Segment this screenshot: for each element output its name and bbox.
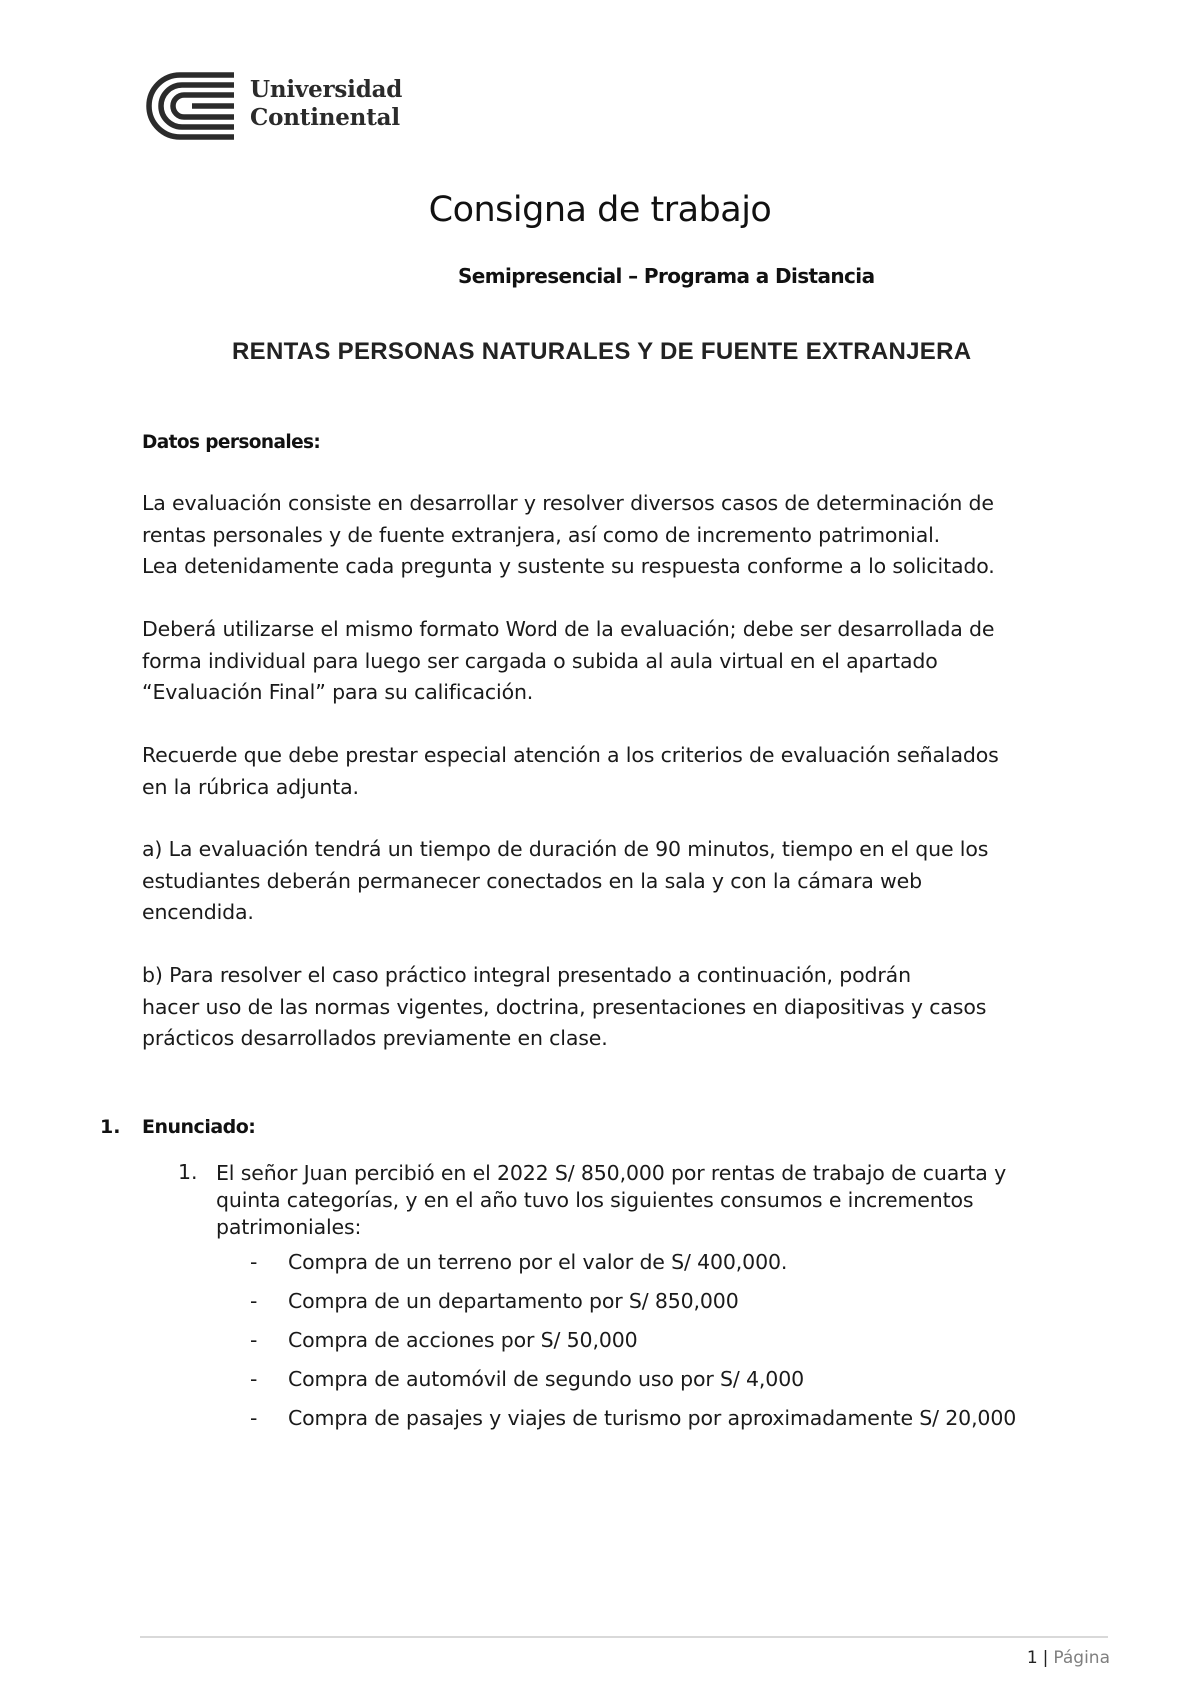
page-footer bbox=[1027, 1648, 1110, 1668]
paragraph-line: forma individual para luego ser cargada o subida al aula virtual en el apartado bbox=[142, 648, 938, 673]
list-item bbox=[250, 1326, 1016, 1365]
paragraph-line: hacer uso de las normas vigentes, doctrina, presentaciones en diapositivas y casos bbox=[142, 994, 987, 1019]
paragraph-line: a) La evaluación tendrá un tiempo de duración de 90 minutos, tiempo en el que los bbox=[142, 837, 989, 861]
paragraph-resources-rule bbox=[142, 960, 1102, 1055]
list-item-text: Compra de pasajes y viajes de turismo por aproximadamente S/ 20,000 bbox=[288, 1406, 1017, 1430]
paragraph-duration-rule bbox=[142, 834, 1102, 929]
paragraph-evaluation-description bbox=[142, 488, 1102, 583]
list-item-text: Compra de un departamento por S/ 850,000 bbox=[288, 1289, 739, 1313]
paragraph-line: Deberá utilizarse el mismo formato Word de la evaluación; debe ser desarrollada de bbox=[142, 617, 995, 641]
paragraph-line: b) Para resolver el caso práctico integral presentado a continuación, podrán bbox=[142, 963, 911, 987]
dash-bullet: - bbox=[250, 1250, 258, 1274]
paragraph-line: “Evaluación Final” para su calificación. bbox=[142, 680, 534, 704]
paragraph-line: prácticos desarrollados previamente en clase. bbox=[142, 1026, 608, 1050]
purchases-list bbox=[250, 1248, 1016, 1443]
course-heading: RENTAS PERSONAS NATURALES Y DE FUENTE EXTRANJERA bbox=[232, 338, 972, 365]
university-logo-icon bbox=[142, 70, 238, 142]
section-number: 1. bbox=[100, 1116, 121, 1138]
paragraph-line: Recuerde que debe prestar especial atención a los criterios de evaluación señalados bbox=[142, 743, 999, 767]
footer-separator: | bbox=[1042, 1648, 1049, 1668]
paragraph-line: rentas personales y de fuente extranjera, así como de incremento patrimonial. bbox=[142, 522, 941, 547]
dash-bullet: - bbox=[250, 1406, 258, 1430]
item-statement bbox=[216, 1160, 1096, 1241]
document-title: Consigna de trabajo bbox=[428, 190, 772, 230]
footer-divider bbox=[140, 1636, 1108, 1638]
paragraph-line: La evaluación consiste en desarrollar y resolver diversos casos de determinación de bbox=[142, 491, 994, 515]
paragraph-format-instructions bbox=[142, 614, 1102, 709]
list-item-text: Compra de automóvil de segundo uso por S/ 4,000 bbox=[288, 1367, 804, 1391]
paragraph-line: en la rúbrica adjunta. bbox=[142, 774, 359, 799]
page-label: Página bbox=[1053, 1648, 1110, 1668]
document-subtitle: Semipresencial – Programa a Distancia bbox=[458, 264, 875, 288]
list-item-text: Compra de acciones por S/ 50,000 bbox=[288, 1328, 638, 1352]
university-logo bbox=[142, 70, 402, 142]
list-item bbox=[250, 1404, 1016, 1443]
item-line: patrimoniales: bbox=[216, 1215, 362, 1239]
paragraph-line: Lea detenidamente cada pregunta y sustente su respuesta conforme a lo solicitado. bbox=[142, 554, 995, 578]
logo-line-1: Universidad bbox=[250, 76, 403, 103]
list-item bbox=[250, 1365, 1016, 1404]
item-number: 1. bbox=[178, 1160, 198, 1184]
personal-data-label: Datos personales: bbox=[142, 432, 321, 453]
dash-bullet: - bbox=[250, 1289, 258, 1313]
paragraph-rubric-reminder bbox=[142, 740, 1102, 803]
page-number: 1 bbox=[1026, 1648, 1038, 1668]
paragraph-line: encendida. bbox=[142, 900, 254, 924]
item-line: quinta categorías, y en el año tuvo los siguientes consumos e incrementos bbox=[216, 1188, 974, 1212]
paragraph-line: estudiantes deberán permanecer conectados en la sala y con la cámara web bbox=[142, 868, 923, 893]
list-item bbox=[250, 1287, 1016, 1326]
section-heading: Enunciado: bbox=[142, 1116, 256, 1138]
item-line: El señor Juan percibió en el 2022 S/ 850,000 por rentas de trabajo de cuarta y bbox=[216, 1161, 1007, 1185]
list-item bbox=[250, 1248, 1016, 1287]
dash-bullet: - bbox=[250, 1367, 258, 1391]
dash-bullet: - bbox=[250, 1328, 258, 1352]
list-item-text: Compra de un terreno por el valor de S/ 400,000. bbox=[288, 1250, 788, 1274]
logo-text bbox=[250, 76, 402, 132]
logo-line-2: Continental bbox=[250, 104, 400, 131]
